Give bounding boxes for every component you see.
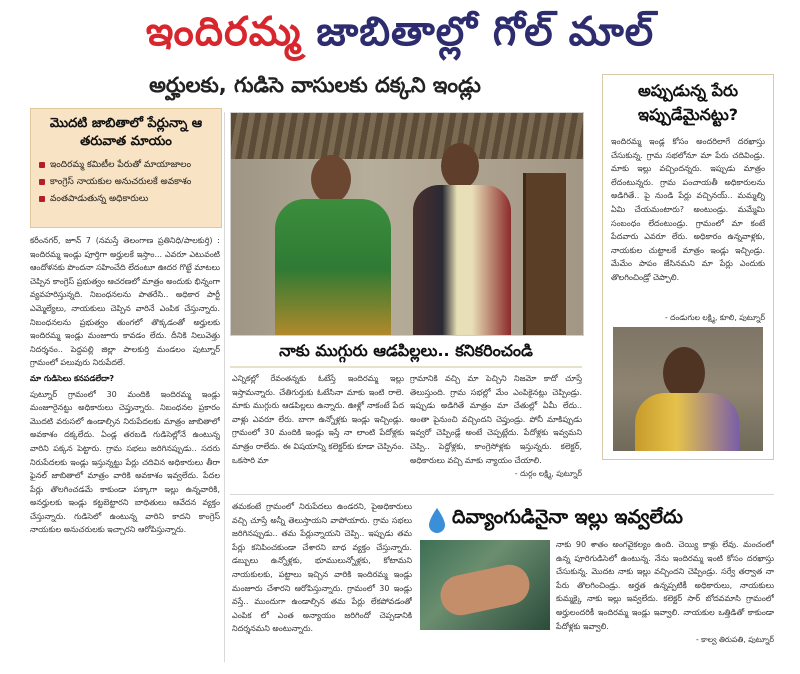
article-column-2 xyxy=(232,372,404,492)
sidebar-title: అప్పుడున్న పేరు ఇప్పుడేమైనట్టు? xyxy=(637,81,739,124)
article-column-1 xyxy=(30,234,220,664)
main-photo xyxy=(230,112,584,336)
section-divider xyxy=(230,494,774,495)
article-column-3 xyxy=(410,372,582,492)
article-text: ఇందిరమ్మ ఇండ్ల కోసం అందరిలాగే దరఖాస్తు చేసుకున్న. గ్రామ సభలోనూ మా పేరు చదివిండ్రు. మాకు ఇల్లు వచ్చిందన్నరు. ఇప్పుడు మాత్రం లేదంటున్నరు. గ్రామ పంచాయతీ అధికారులను అడిగితే.. పై నుండి పేర్లు వచ్చినయ్.. మమ్మల్ని ఏమి చేయమంటారు? అంటుండ్రు. మమ్మేమి సంబంధం లేదంటుండ్రు. గ్రామంలో మా కంటే పేదవారు ఎవరూ లేరు. అధికారం ఉన్నవాళ్లకు, నాయకుల చుట్టాలకే మాత్రం ఇండ్లు ఇచ్చిండ్రు. మేమేం పాపం జేసినమని మా పేర్లు ఎందుకు తొలగించిండ్రో చెప్పాలి. xyxy=(611,137,765,282)
bullet-icon xyxy=(39,196,45,202)
article-text: ఎన్నికల్లో రేవంతన్నకు ఓటేస్తే ఇందిరమ్మ ఇల్లు ఇస్తామన్నారు. చేతిగుర్తుకు ఓటేసినా మాకు ఇంటి రాలె. మాకు ముగ్గురు ఆడపిల్లలు ఉన్నారు. ఊళ్లో నాకంటే పేద వాళ్లు ఎవరూ లేరు. బాగా ఉన్నోళ్లకు ఇండ్లు ఇచ్చిండ్లు. గ్రామంలో 30 మందికి ఇండ్లు ఇస్తే నా లాంటి పేదోళ్లకు మాత్రం రాలేదు. ఈ విషయాన్ని కలెక్టర్‌కు కూడా చెప్పినం. ఒకసారి మా xyxy=(232,374,404,465)
highlight-bullet: కాంగ్రెస్ నాయకుల అనుచరులకే అవకాశం xyxy=(39,174,213,191)
article-column-2-lower xyxy=(232,500,412,664)
subheadline: అర్హులకు, గుడిసె వాసులకు దక్కని ఇండ్లు xyxy=(149,73,481,97)
person-head xyxy=(663,347,705,399)
article-text: నాకు 90 శాతం అంగవైకల్యం ఉంది. చెయ్యి కాళ్లు లేవు. మంచంలో ఉన్న పూరిగుడిసెలో ఉంటున్న. నేను ఇందిరమ్మ ఇంటి కోసం దరఖాస్తు చేసుకున్న. మొదట నాకు ఇల్లు వచ్చిందని చెప్పిండ్రు. సర్వే తర్వాత నా పేరు తొలగించిండ్రు. అర్హత ఉన్నప్పటికీ అధికారులు, నాయకులు కుమ్మక్కై నాకు ఇల్లు ఇవ్వలేదు. కలెక్టర్ సార్ బోదవమాసి గ్రామంలో అర్హులందరికీ ఇందిరమ్మ ఇండ్లు ఇవ్వాలి. నాయకుల ఒత్తిడితో కాకుండా పేదోళ్లకు ఇవ్వాలి. xyxy=(556,540,774,631)
byline: - దండుగుల లక్ష్మి, కూలి, పుట్నూర్ xyxy=(664,313,765,322)
person-body xyxy=(635,393,739,451)
article-text: గ్రామానికి వచ్చి మా పెచ్చిని నిజమో కాదో చూస్తే తెలుస్తుంది. గ్రామ సభల్లో మేం ఎంపికైనట్లు చెప్పిండ్రు. ఇప్పుడు అడిగితే మాత్రం మా చేతుల్లో ఏమీ లేదు.. అంతా పైనుంచి వచ్చిందని చెప్తుండ్రు. పోనీ మాకిప్పుడు ఇవ్వరో చెప్పిండ్లే అంటే చెప్పట్లేదు. పేదోళ్లకు ఇవ్వమని చెప్పి.. పెద్దోళ్లకు, కాంగ్రెసోళ్లకు ఇస్తున్నరు. కలెక్టర్, అధికారులు వచ్చి మాకు న్యాయం చేయాలి. xyxy=(410,374,582,465)
photo-caption: నాకు ముగ్గురు ఆడపిల్లలు.. కనికరించండి xyxy=(230,336,582,368)
person-body xyxy=(413,185,511,335)
water-drop-icon xyxy=(426,506,448,536)
sidebar-photo xyxy=(613,327,763,451)
woman-figure xyxy=(407,143,517,335)
headline-part2: జాబితాల్లో గోల్ మాల్ xyxy=(316,9,655,55)
disabled-section-title: దివ్యాంగుడినైనా ఇల్లు ఇవ్వలేదు xyxy=(452,506,683,528)
article-subheading: మా గుడిసెలు కనపడలేదా? xyxy=(30,373,115,383)
highlight-bullet: వంతపాడుతున్న అధికారులు xyxy=(39,191,213,208)
person-head xyxy=(311,155,351,203)
byline: - దుర్గం లక్ష్మి, పుట్నూర్ xyxy=(514,469,582,479)
article-text: తమకంటే గ్రామంలో నిరుపేదలు ఉండరని, పైఅధికారులు వచ్చి చూస్తే అన్నీ తెలుస్తాయని వాపోయారు. గ్రామ సభలు జరిగినప్పుడు.. తమ పేర్లున్నాయని చెప్పి.. ఇప్పుడు తమ పేర్లు కనిపించకుండా చేశారని బాధ వ్యక్తం చేస్తున్నారు. డబ్బులు ఉన్నోళ్లకు, భూములున్నోళ్లకు, కోటామని నాయకులకు, పట్టాలు ఇచ్చిన వారికి ఇందిరమ్మ ఇండ్లు మంజూరు చేశారని ఆరోపిస్తున్నారు. గ్రామంలో 30 ఇండ్లు వస్తే.. ముందుగా ఉండాల్సిన తమ పేర్లు లేకపోవడంతో ఎంపిక లో ఎంత అన్యాయం జరిగిందో చెప్పడానికి నిదర్శనమని అంటున్నారు. xyxy=(232,502,412,634)
bullet-icon xyxy=(39,179,45,185)
article-text: కరీంనగర్, జూన్ 7 (నమస్తే తెలంగాణ ప్రతినిధి/పాలకుర్తి) : ఇందిరమ్మ ఇండ్లు పూర్తిగా అర్హులకే ఇస్తాం... ఎవరూ ఎటువంటి ఆందోళనకు పొందనా సహించేది లేదంటూ ఊదర గొట్టే మాటలు చెప్పిన కాంగ్రెస్ ప్రభుత్వం ఆచరణలో మాత్రం అందుకు భిన్నంగా వ్యవహరిస్తున్నది. నిబంధనలను పాతరేసి.. అధికార పార్టీ ఎమ్మెల్యేలు, నాయకులు చెప్పిన వారినే ఎంపిక చేస్తున్నారు. నిబంధనలను ప్రభుత్వం తుంగలో తొక్కడంతో అర్హులకు ఇందిరమ్మ ఇండ్లు మంజూరు కావడం లేదు. దీనికి నిలువెత్తు నిదర్శనం.. పెద్దపల్లి జిల్లా పాలకుర్తి మండలం పుట్నూర్ గ్రామంలో పలువురు నిరుపేదలే. xyxy=(30,236,220,368)
woman-figure xyxy=(267,155,397,335)
highlight-title: మొదటి జాబితాలో పేర్లున్నా ఆ తరువాత మాయం xyxy=(49,116,203,149)
person-body xyxy=(275,199,391,336)
door xyxy=(523,173,566,335)
highlight-bullet: ఇందిరమ్మ కమిటీల పేరుతో మాయాజాలం xyxy=(39,157,213,174)
sidebar-box xyxy=(602,74,774,460)
article-text: పుట్నూర్ గ్రామంలో 30 మందికి ఇందిరమ్మ ఇండ్లు మంజూరైనట్టు అధికారులు చెప్తున్నారు. నిబంధనల ప్రకారం మొదటి వరుసలో ఉండాల్సిన నిరుపేదలకు మాత్రం జాబితాలో అవకాశం దక్కలేదు. ఏండ్ల తరబడి గుడిసెల్లోనే ఉంటున్న వారిని పక్కన పెట్టారు. గ్రామ సభలు జరిగినప్పుడు.. సదరు నిరుపేదలకు ఇండ్లు ఇస్తున్నట్టు పేర్లు చదివిన అధికారులు తీరా ఫైనల్ జాబితాలో మాత్రం వారికి అవకాశం ఇవ్వలేదు. పేదల పేర్లు తొలగించడమే కాకుండా పక్కాగా ఇల్లు ఉన్నవారికి, అనర్హులకు ఇండ్లు కట్టబెట్టారని బాధితులు ఆవేదన వ్యక్తం చేస్తున్నారు. గుడిసెలో ఉంటున్న వారిని కాదని కాంగ్రెస్ నాయకుల అనుచరులకు ఇచ్చారని ఆరోపిస్తున్నారు. xyxy=(30,389,220,535)
bullet-icon xyxy=(39,162,45,168)
byline: - కాల్వ తిరుపతి, పుట్నూర్ xyxy=(695,635,774,645)
column-divider xyxy=(224,112,225,662)
person-head xyxy=(441,143,479,189)
headline xyxy=(0,0,800,64)
article-column-disabled xyxy=(556,538,774,666)
highlight-box xyxy=(30,108,222,228)
sidebar-text xyxy=(611,135,765,319)
headline-part1: ఇందిరమ్మ xyxy=(145,9,302,55)
bottom-photo xyxy=(420,540,550,630)
person-lying xyxy=(437,561,533,619)
highlight-list xyxy=(31,157,221,208)
